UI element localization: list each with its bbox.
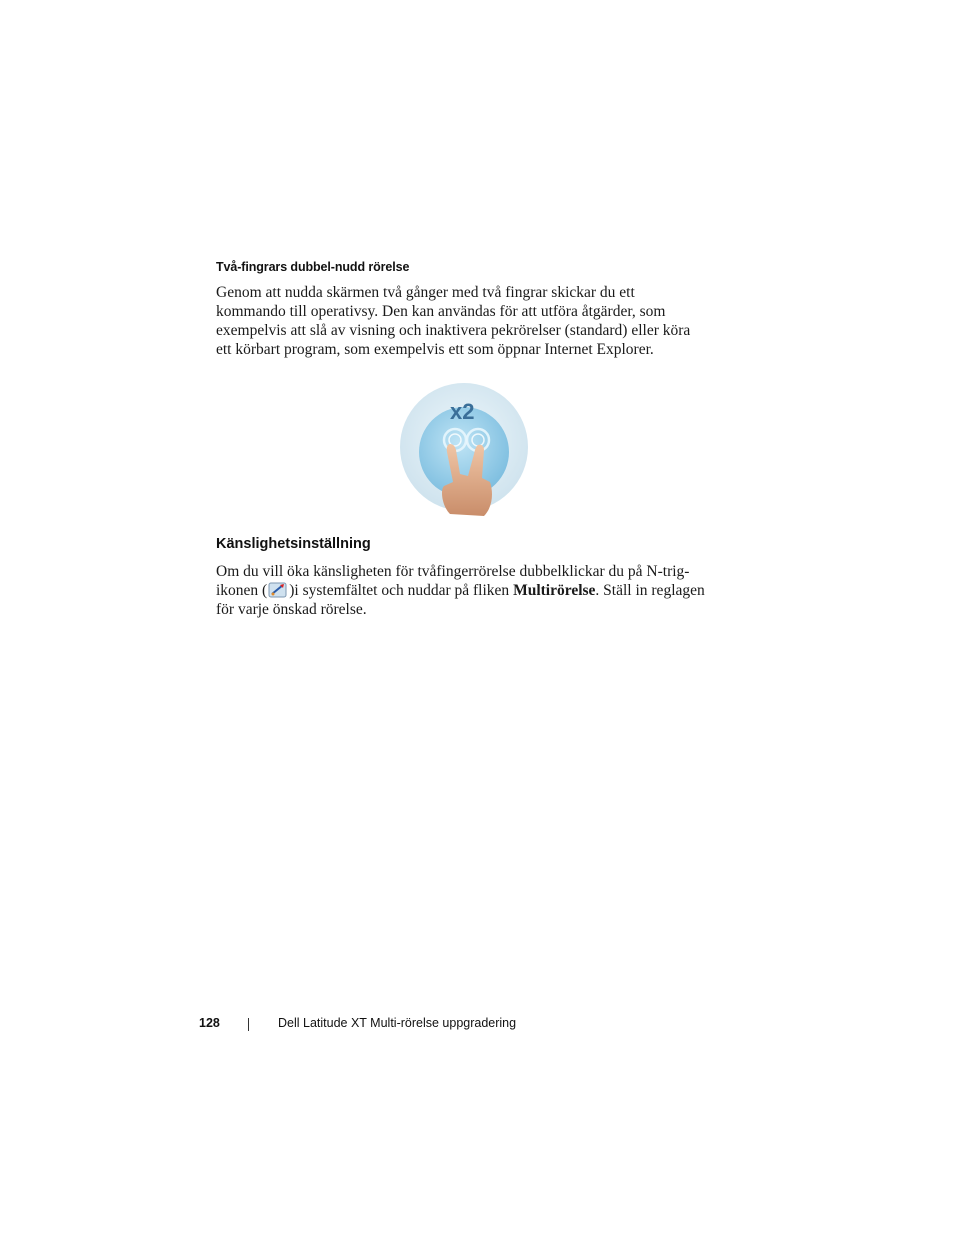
- gesture-graphic: [398, 382, 532, 522]
- n-trig-icon: [268, 581, 288, 599]
- paragraph-line: Genom att nudda skärmen två gånger med två fingrar skickar du ett: [216, 284, 635, 301]
- paragraph-two-finger-double-tap: [216, 283, 716, 359]
- paragraph-line: Om du vill öka känsligheten för tvåfingerrörelse dubbelklickar du på N-trig-: [216, 563, 690, 580]
- multi-gesture-tab-name: Multirörelse: [513, 582, 596, 599]
- section-heading-sensitivity: Känslighetsinställning: [216, 536, 371, 552]
- paragraph-line: exempelvis att slå av visning och inaktivera pekrörelser (standard) eller köra: [216, 322, 691, 339]
- two-finger-double-tap-illustration: [398, 382, 532, 522]
- footer-title: Dell Latitude XT Multi-rörelse uppgradering: [278, 1016, 517, 1030]
- paragraph-line: för varje önskad rörelse.: [216, 601, 367, 618]
- section-heading-two-finger-double-tap: Två-fingrars dubbel-nudd rörelse: [216, 260, 410, 274]
- text-fragment: )i systemfältet och nuddar på fliken: [289, 582, 514, 599]
- text-fragment: ikonen (: [216, 582, 268, 599]
- paragraph-line: kommando till operativsy. Den kan användas för att utföra åtgärder, som: [216, 303, 666, 320]
- paragraph-line: ett körbart program, som exempelvis ett som öppnar Internet Explorer.: [216, 341, 654, 358]
- footer-separator: [248, 1018, 249, 1031]
- paragraph-sensitivity: [216, 562, 716, 619]
- text-fragment: . Ställ in reglagen: [595, 582, 705, 599]
- page-number: 128: [199, 1016, 220, 1030]
- tap-count-label: x2: [450, 399, 475, 424]
- paragraph-line: [216, 581, 716, 600]
